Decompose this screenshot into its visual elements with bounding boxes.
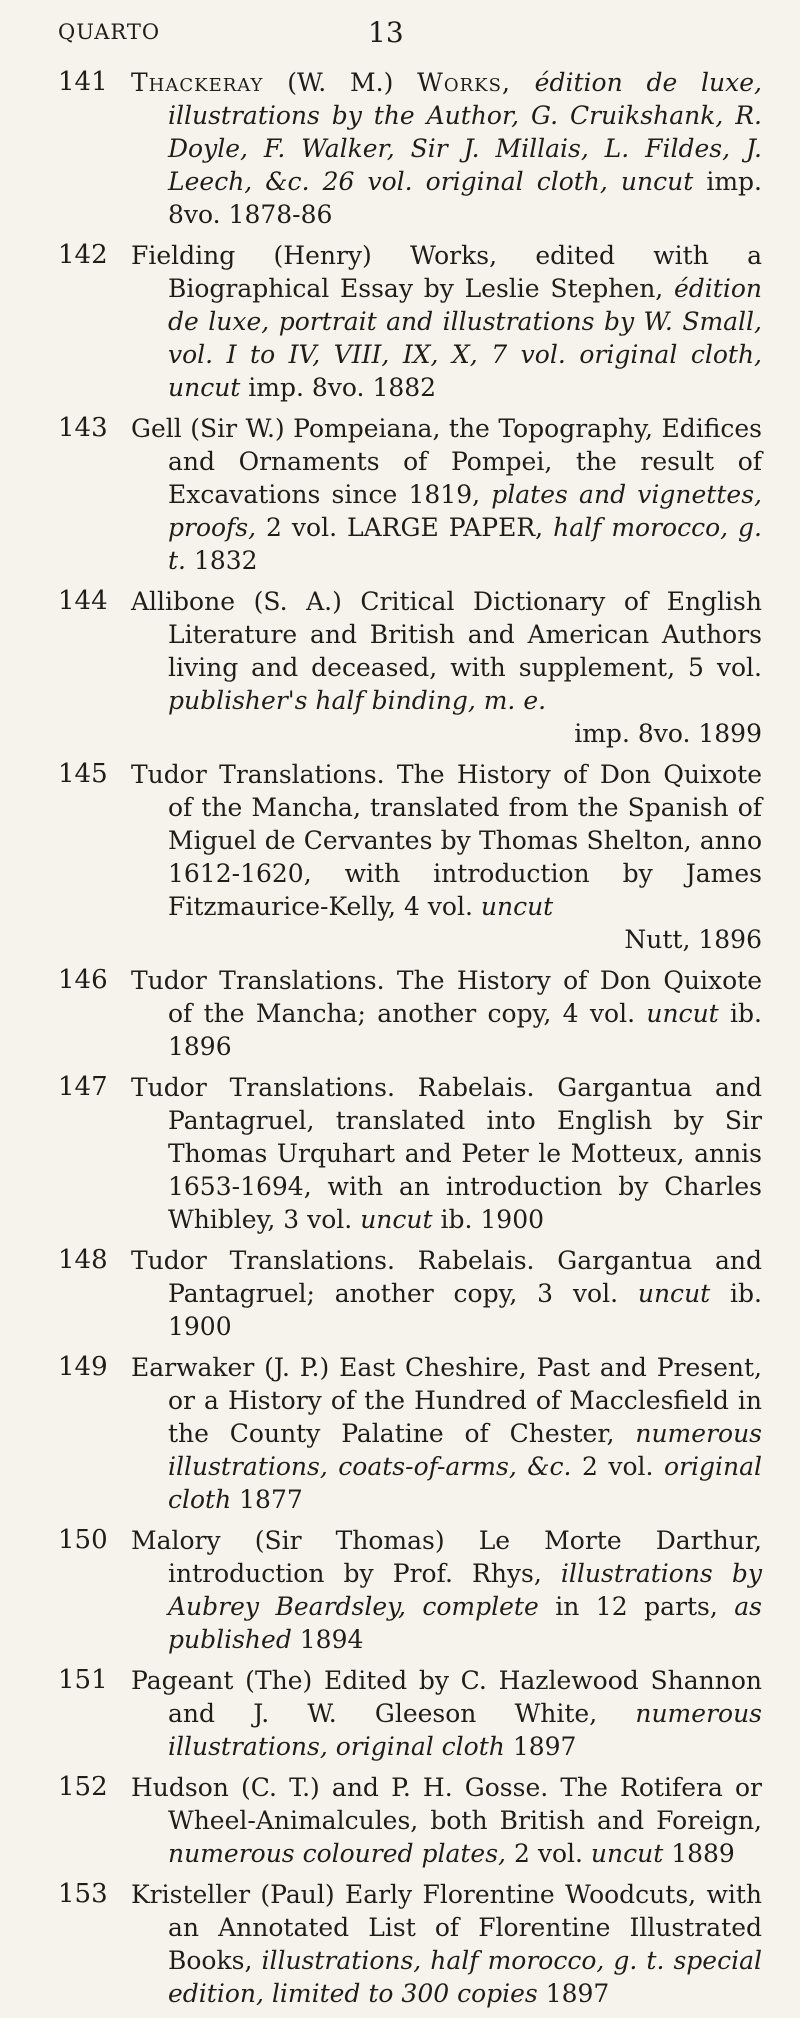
lot-number: 142 xyxy=(58,240,108,270)
page-number: 13 xyxy=(368,16,404,49)
catalogue-entry xyxy=(0,758,800,956)
catalogue-entry xyxy=(0,585,800,750)
entry-imprint: Nutt, 1896 xyxy=(624,925,762,954)
lot-number: 151 xyxy=(58,1665,108,1695)
entry-text: uncut xyxy=(480,892,554,921)
entry-text: 1897 xyxy=(504,1732,577,1761)
entry-text: Tudor Translations. The History of Don Quixote of the Mancha; another copy, 4 vol. xyxy=(131,966,762,1028)
page-header xyxy=(58,16,742,60)
entry-text: Tudor Translations. Rabelais. Gargantua and Pantagruel; another copy, 3 vol. xyxy=(131,1246,762,1308)
entry-text: illustrations by Aubrey Beardsley, complete xyxy=(168,1559,762,1621)
lot-number: 152 xyxy=(58,1772,108,1802)
lot-number: 143 xyxy=(58,413,108,443)
lot-number: 150 xyxy=(58,1525,108,1555)
catalogue-entry xyxy=(0,1664,800,1763)
entry-text: uncut xyxy=(590,1839,664,1868)
entry-text: Kristeller (Paul) Early Florentine Woodcuts, with an Annotated List of Florentine Illustrated Books, xyxy=(131,1880,762,1975)
entry-text: uncut xyxy=(646,999,719,1028)
entry-description xyxy=(131,412,762,577)
lot-number: 145 xyxy=(58,759,108,789)
entry-text: original cloth xyxy=(168,1452,762,1514)
entry-description xyxy=(131,1771,762,1870)
entry-text: imp. 8vo. 1878-86 xyxy=(168,167,763,229)
entry-text: LARGE PAPER, xyxy=(347,513,544,542)
entry-description xyxy=(131,964,762,1063)
catalogue-entry xyxy=(0,1771,800,1870)
catalogue-entry xyxy=(0,412,800,577)
entry-description xyxy=(131,1664,762,1763)
entry-text: Tudor Translations. The History of Don Quixote of the Mancha, translated from the Spanish of Miguel de Cervantes by Thomas Shelton, anno 1612-1620, with introduction by James Fitzmaurice-Kelly, 4 vol. xyxy=(131,760,762,921)
entry-text: Fielding (Henry) Works, edited with a Biographical Essay by Leslie Stephen, xyxy=(131,241,762,303)
lot-number: 153 xyxy=(58,1879,108,1909)
entry-text: 1894 xyxy=(291,1625,364,1654)
entry-text: uncut xyxy=(637,1279,711,1308)
entry-description xyxy=(131,1071,762,1236)
running-head: QUARTO xyxy=(58,20,161,44)
entry-text: numerous illustrations, original cloth xyxy=(168,1699,762,1761)
entry-description xyxy=(131,1351,762,1516)
catalogue-entry xyxy=(0,1351,800,1516)
entry-text: 2 vol. xyxy=(506,1839,591,1868)
entry-text: numerous coloured plates, xyxy=(168,1839,507,1868)
catalogue-entry xyxy=(0,1878,800,2010)
catalogue-entry xyxy=(0,1524,800,1656)
entry-text: 1889 xyxy=(663,1839,735,1868)
entry-description xyxy=(131,1244,762,1343)
catalogue-entry xyxy=(0,1244,800,1343)
catalogue-entry xyxy=(0,239,800,404)
catalogue-entry xyxy=(0,964,800,1063)
entry-text: édition de luxe, illustrations by the Author, G. Cruikshank, R. Doyle, F. Walker, Sir J. Millais, L. Fildes, J. Leech, &c. 26 vol. original cloth, uncut xyxy=(168,68,762,196)
entry-description xyxy=(131,66,762,231)
entry-imprint: imp. 8vo. 1899 xyxy=(574,719,762,748)
catalogue-entry xyxy=(0,66,800,231)
entry-text: Pageant (The) Edited by C. Hazlewood Shannon and J. W. Gleeson White, xyxy=(131,1666,762,1728)
entry-text: Hudson (C. T.) and P. H. Gosse. The Rotifera or Wheel-Animalcules, both British and Foreign, xyxy=(131,1773,762,1835)
entry-text: ib. 1896 xyxy=(168,999,762,1061)
lot-number: 149 xyxy=(58,1352,108,1382)
lot-number: 146 xyxy=(58,965,108,995)
entry-text: Thackeray xyxy=(131,68,264,97)
lot-number: 147 xyxy=(58,1072,108,1102)
entry-description xyxy=(131,1878,762,2010)
entry-text: in 12 parts, xyxy=(538,1592,735,1621)
lot-number: 148 xyxy=(58,1245,108,1275)
entry-description xyxy=(131,585,762,750)
entry-text: 1897 xyxy=(537,1979,610,2008)
entry-text: illustrations, half morocco, g. t. special edition, limited to 300 copies xyxy=(168,1946,762,2008)
entry-text: imp. 8vo. 1882 xyxy=(240,373,437,402)
entry-text: as published xyxy=(168,1592,762,1654)
entry-text: Gell (Sir W.) Pompeiana, the Topography, Edifices and Ornaments of Pompei, the result of Excavations since 1819, xyxy=(131,414,762,509)
entry-text: publisher's half binding, m. e. xyxy=(168,686,547,715)
entry-text: 1832 xyxy=(186,546,258,575)
lot-number: 141 xyxy=(58,67,108,97)
entry-text: half morocco, g. t. xyxy=(168,513,762,575)
entry-text: Tudor Translations. Rabelais. Gargantua and Pantagruel, translated into English by Sir Thomas Urquhart and Peter le Motteux, annis 1653-1694, with an introduction by Charles Whibley, 3 vol. xyxy=(131,1073,762,1234)
entry-text: (W. M.) xyxy=(263,68,418,97)
entry-text: 1877 xyxy=(231,1485,303,1514)
lot-number: 144 xyxy=(58,586,108,616)
entry-description xyxy=(131,239,762,404)
entry-text: Earwaker (J. P.) East Cheshire, Past and Present, or a History of the Hundred of Macclesfield in the County Palatine of Chester, xyxy=(131,1353,762,1448)
catalogue-entries xyxy=(0,66,800,2018)
entry-text: ib. 1900 xyxy=(168,1279,762,1341)
entry-text: Works, xyxy=(417,68,511,97)
entry-text: numerous illustrations, coats-of-arms, &c. xyxy=(168,1419,762,1481)
entry-text: 2 vol. xyxy=(256,513,348,542)
entry-text: ib. 1900 xyxy=(432,1205,545,1234)
entry-text: Allibone (S. A.) Critical Dictionary of English Literature and British and American Authors living and deceased, with supplement, 5 vol. xyxy=(131,587,762,682)
entry-text: Malory (Sir Thomas) Le Morte Darthur, introduction by Prof. Rhys, xyxy=(131,1526,762,1588)
entry-description xyxy=(131,1524,762,1656)
catalogue-entry xyxy=(0,1071,800,1236)
entry-description xyxy=(131,758,762,956)
entry-text: édition de luxe, portrait and illustrations by W. Small, vol. I to IV, VIII, IX, X, 7 vol. original cloth, uncut xyxy=(168,274,762,402)
entry-text: 2 vol. xyxy=(571,1452,664,1481)
entry-text: uncut xyxy=(360,1205,433,1234)
entry-text: plates and vignettes, proofs, xyxy=(168,480,762,542)
